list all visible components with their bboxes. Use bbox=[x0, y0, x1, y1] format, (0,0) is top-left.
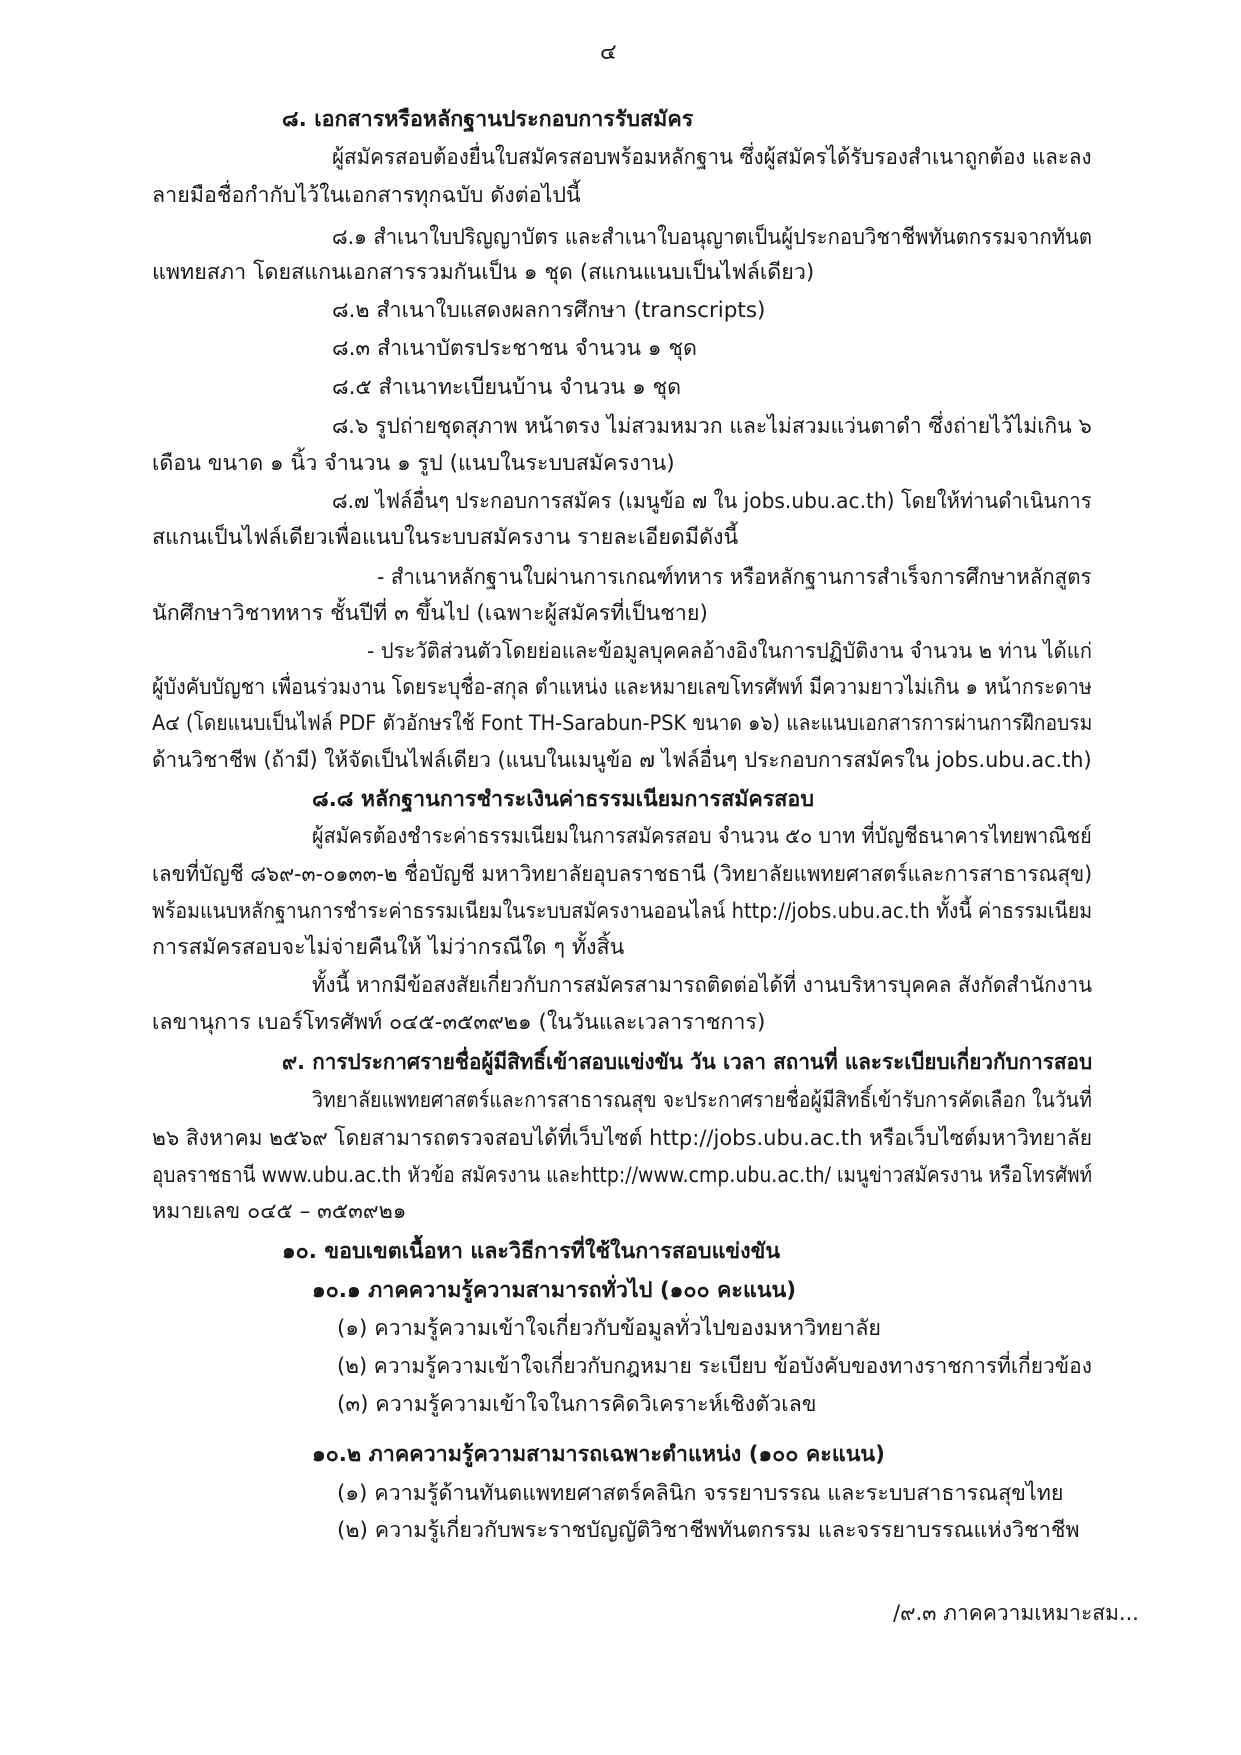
list-item: (๒) ความรู้เกี่ยวกับพระราชบัญญัติวิชาชีพทันตกรรม และจรรยาบรรณแห่งวิชาชีพ bbox=[337, 1518, 1080, 1543]
fee-line: ผู้สมัครต้องชำระค่าธรรมเนียมในการสมัครสอบ จำนวน ๕๐ บาท ที่บัญชีธนาคารไทยพาณิชย์ bbox=[312, 824, 1092, 849]
section-10-2-heading: ๑๐.๒ ภาคความรู้ความสามารถเฉพาะตำแหน่ง (๑๐๐ คะแนน) bbox=[312, 1442, 885, 1467]
page-number: ๔ bbox=[600, 40, 617, 65]
list-item: (๒) ความรู้ความเข้าใจเกี่ยวกับกฎหมาย ระเบียบ ข้อบังคับของทางราชการที่เกี่ยวข้อง bbox=[337, 1354, 1092, 1379]
bullet-line: ด้านวิชาชีพ (ถ้ามี) ให้จัดเป็นไฟล์เดียว (แนบในเมนูข้อ ๗ ไฟล์อื่นๆ ประกอบการสมัครใน jobs.ubu.ac.th) bbox=[152, 748, 1092, 773]
paragraph-line: ผู้สมัครสอบต้องยื่นใบสมัครสอบพร้อมหลักฐาน ซึ่งผู้สมัครได้รับรองสำเนาถูกต้อง และลง bbox=[332, 145, 1092, 170]
fee-line: พร้อมแนบหลักฐานการชำระค่าธรรมเนียมในระบบสมัครงานออนไลน์ http://jobs.ubu.ac.th ทั้งนี้ ค่าธรรมเนียม bbox=[152, 899, 1093, 924]
item-8-1-line: ๘.๑ สำเนาใบปริญญาบัตร และสำเนาใบอนุญาตเป็นผู้ประกอบวิชาชีพทันตกรรมจากทันต bbox=[332, 225, 1093, 250]
item-8-1-line: แพทยสภา โดยสแกนเอกสารรวมกันเป็น ๑ ชุด (สแกนแนบเป็นไฟล์เดียว) bbox=[152, 260, 815, 285]
item-8-6-line: เดือน ขนาด ๑ นิ้ว จำนวน ๑ รูป (แนบในระบบสมัครงาน) bbox=[152, 451, 675, 476]
bullet-line: - สำเนาหลักฐานใบผ่านการเกณฑ์ทหาร หรือหลักฐานการสำเร็จการศึกษาหลักสูตร bbox=[377, 565, 1092, 590]
bullet-line: นักศึกษาวิชาทหาร ชั้นปีที่ ๓ ขึ้นไป (เฉพาะผู้สมัครที่เป็นชาย) bbox=[152, 601, 708, 626]
announcement-line: ๒๖ สิงหาคม ๒๕๖๙ โดยสามารถตรวจสอบได้ที่เว็บไซต์ http://jobs.ubu.ac.th หรือเว็บไซต์มหาวิทยาลัย bbox=[152, 1126, 1093, 1151]
list-item: (๑) ความรู้ความเข้าใจเกี่ยวกับข้อมูลทั่วไปของมหาวิทยาลัย bbox=[337, 1316, 881, 1341]
bullet-line: ผู้บังคับบัญชา เพื่อนร่วมงาน โดยระบุชื่อ-สกุล ตำแหน่ง และหมายเลขโทรศัพท์ มีความยาวไม่เกิน ๑ หน้ากระดาษ bbox=[152, 675, 1092, 700]
section-8-heading: ๘. เอกสารหรือหลักฐานประกอบการรับสมัคร bbox=[282, 107, 694, 132]
fee-line: การสมัครสอบจะไม่จ่ายคืนให้ ไม่ว่ากรณีใด ๆ ทั้งสิ้น bbox=[152, 935, 625, 960]
list-item: (๑) ความรู้ด้านทันตแพทยศาสตร์คลินิก จรรยาบรรณ และระบบสาธารณสุขไทย bbox=[337, 1481, 1064, 1506]
item-8-5-line: ๘.๕ สำเนาทะเบียนบ้าน จำนวน ๑ ชุด bbox=[332, 375, 682, 400]
section-9-heading: ๙. การประกาศรายชื่อผู้มีสิทธิ์เข้าสอบแข่งขัน วัน เวลา สถานที่ และระเบียบเกี่ยวกับการสอบ bbox=[282, 1050, 1093, 1075]
fee-line: เลขที่บัญชี ๘๖๙-๓-๐๑๓๓-๒ ชื่อบัญชี มหาวิทยาลัยอุบลราชธานี (วิทยาลัยแพทยศาสตร์และการสาธารณสุข) bbox=[152, 862, 1093, 887]
section-10-1-heading: ๑๐.๑ ภาคความรู้ความสามารถทั่วไป (๑๐๐ คะแนน) bbox=[312, 1278, 797, 1303]
section-10-heading: ๑๐. ขอบเขตเนื้อหา และวิธีการที่ใช้ในการสอบแข่งขัน bbox=[282, 1239, 781, 1264]
contact-line: เลขานุการ เบอร์โทรศัพท์ ๐๔๕-๓๕๓๙๒๑ (ในวันและเวลาราชการ) bbox=[152, 1010, 766, 1035]
announcement-line: วิทยาลัยแพทยศาสตร์และการสาธารณสุข จะประกาศรายชื่อผู้มีสิทธิ์เข้ารับการคัดเลือก ในวันที่ bbox=[312, 1088, 1092, 1113]
item-8-7-line: ๘.๗ ไฟล์อื่นๆ ประกอบการสมัคร (เมนูข้อ ๗ ใน jobs.ubu.ac.th) โดยให้ท่านดำเนินการ bbox=[332, 489, 1092, 514]
bullet-line: - ประวัติส่วนตัวโดยย่อและข้อมูลบุคคลอ้างอิงในการปฏิบัติงาน จำนวน ๒ ท่าน ได้แก่ bbox=[367, 639, 1093, 664]
bullet-line: A๔ (โดยแนบเป็นไฟล์ PDF ตัวอักษรใช้ Font TH-Sarabun-PSK ขนาด ๑๖) และแนบเอกสารการผ่านการฝึกอบรม bbox=[152, 711, 1093, 736]
continuation-note: /๙.๓ ภาคความเหมาะสม... bbox=[893, 1601, 1139, 1625]
announcement-line: หมายเลข ๐๔๕ – ๓๕๓๙๒๑ bbox=[152, 1199, 407, 1224]
contact-line: ทั้งนี้ หากมีข้อสงสัยเกี่ยวกับการสมัครสามารถติดต่อได้ที่ งานบริหารบุคคล สังกัดสำนักงาน bbox=[312, 973, 1093, 998]
announcement-line: อุบลราชธานี www.ubu.ac.th หัวข้อ สมัครงาน และhttp://www.cmp.ubu.ac.th/ เมนูข่าวสมัครงาน หรือโทรศัพท์ bbox=[152, 1163, 1093, 1188]
item-8-7-line: สแกนเป็นไฟล์เดียวเพื่อแนบในระบบสมัครงาน รายละเอียดมีดังนี้ bbox=[152, 525, 739, 550]
item-8-3-line: ๘.๓ สำเนาบัตรประชาชน จำนวน ๑ ชุด bbox=[332, 336, 697, 361]
item-8-8-heading: ๘.๘ หลักฐานการชำระเงินค่าธรรมเนียมการสมัครสอบ bbox=[312, 787, 814, 812]
paragraph-line: ลายมือชื่อกำกับไว้ในเอกสารทุกฉบับ ดังต่อไปนี้ bbox=[152, 183, 581, 208]
list-item: (๓) ความรู้ความเข้าใจในการคิดวิเคราะห์เชิงตัวเลข bbox=[337, 1392, 817, 1417]
item-8-6-line: ๘.๖ รูปถ่ายชุดสุภาพ หน้าตรง ไม่สวมหมวก และไม่สวมแว่นตาดำ ซึ่งถ่ายไว้ไม่เกิน ๖ bbox=[332, 414, 1092, 439]
item-8-2-line: ๘.๒ สำเนาใบแสดงผลการศึกษา (transcripts) bbox=[332, 298, 766, 323]
